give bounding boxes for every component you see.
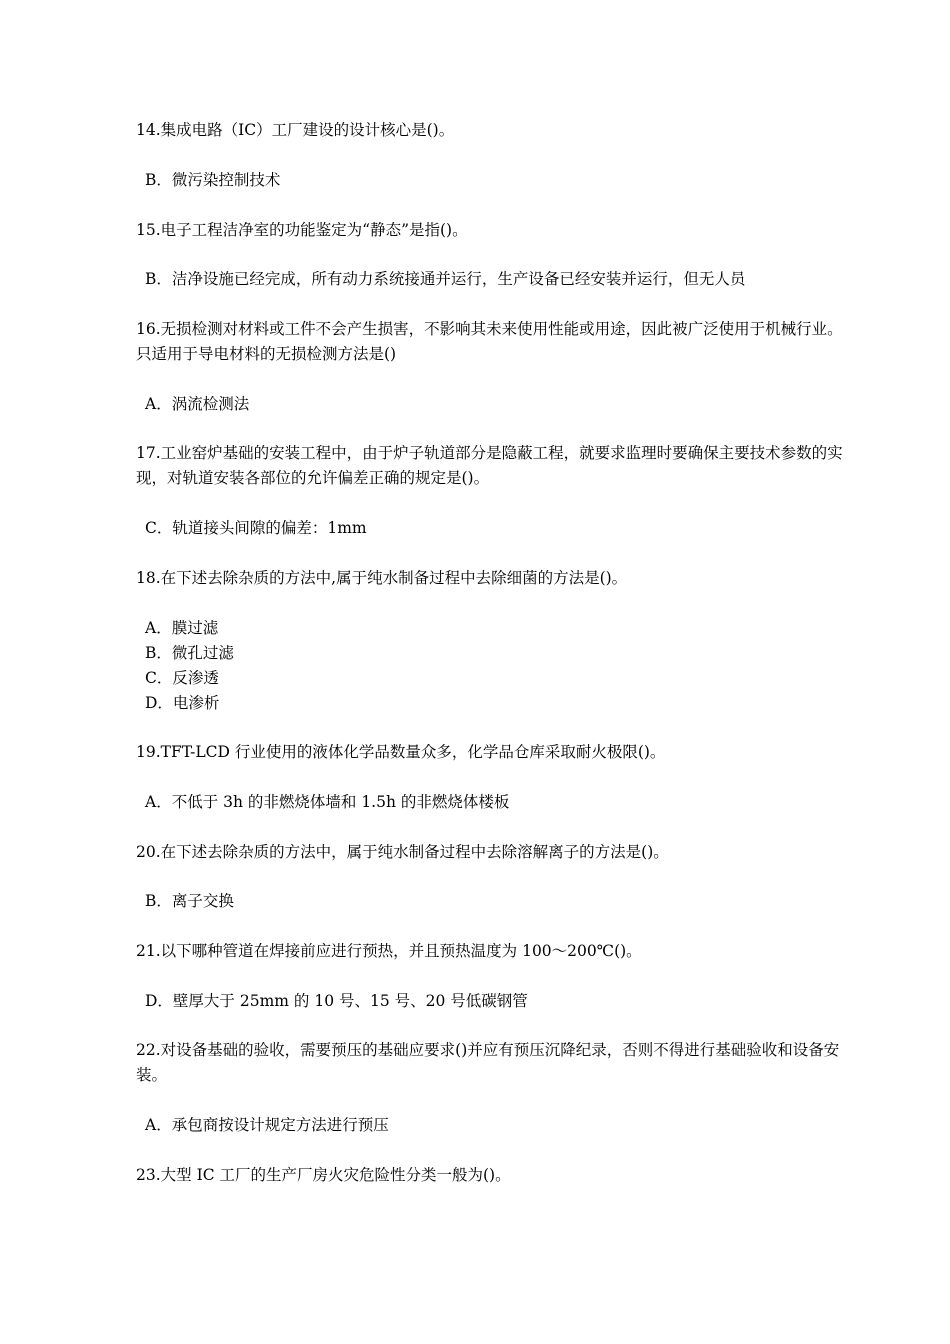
question-18-option-d: D．电渗析 [145, 694, 220, 712]
question-15-stem: 15.电子工程洁净室的功能鉴定为“静态”是指()。 [136, 221, 468, 239]
question-18-option-b: B．微孔过滤 [145, 644, 234, 662]
question-22-option-a: A．承包商按设计规定方法进行预压 [145, 1116, 389, 1134]
question-19-option-a: A．不低于 3h 的非燃烧体墙和 1.5h 的非燃烧体楼板 [145, 793, 510, 811]
question-14-option-b: B．微污染控制技术 [145, 171, 281, 189]
question-21-option-d: D．壁厚大于 25mm 的 10 号、15 号、20 号低碳钢管 [145, 992, 528, 1010]
question-14-stem: 14.集成电路（IC）工厂建设的设计核心是()。 [136, 121, 455, 139]
question-20-option-b: B．离子交换 [145, 892, 234, 910]
question-19-stem: 19.TFT-LCD 行业使用的液体化学品数量众多，化学品仓库采取耐火极限()。 [136, 743, 666, 761]
question-18-option-c: C．反渗透 [145, 669, 219, 687]
question-20-stem: 20.在下述去除杂质的方法中，属于纯水制备过程中去除溶解离子的方法是()。 [136, 843, 669, 861]
question-21-stem: 21.以下哪种管道在焊接前应进行预热，并且预热温度为 100～200℃()。 [136, 942, 642, 960]
question-22-stem: 22.对设备基础的验收，需要预压的基础应要求()并应有预压沉降纪录，否则不得进行基础验收和设备安装。 [136, 1041, 840, 1084]
question-18-option-a: A．膜过滤 [145, 619, 219, 637]
question-16-option-a: A．涡流检测法 [145, 395, 250, 413]
question-17-option-c: C．轨道接头间隙的偏差：1mm [145, 519, 367, 537]
question-16-stem: 16.无损检测对材料或工件不会产生损害，不影响其未来使用性能或用途，因此被广泛使用于机械行业。只适用于导电材料的无损检测方法是() [136, 320, 843, 363]
question-15-option-b: B．洁净设施已经完成，所有动力系统接通并运行，生产设备已经安装并运行，但无人员 [145, 270, 746, 288]
question-17-stem: 17.工业窑炉基础的安装工程中，由于炉子轨道部分是隐蔽工程，就要求监理时要确保主要技术参数的实现，对轨道安装各部位的允许偏差正确的规定是()。 [136, 444, 843, 487]
question-23-stem: 23.大型 IC 工厂的生产厂房火灾危险性分类一般为()。 [136, 1166, 511, 1184]
question-18-stem: 18.在下述去除杂质的方法中,属于纯水制备过程中去除细菌的方法是()。 [136, 569, 628, 587]
